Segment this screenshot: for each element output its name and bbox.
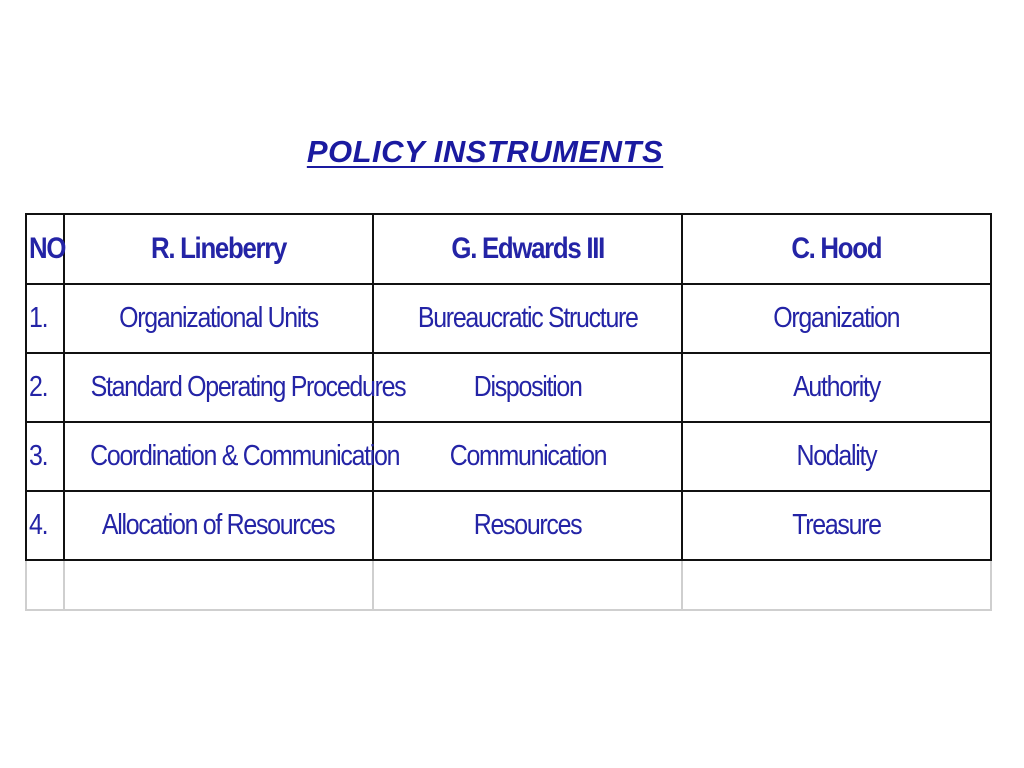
header-hood: C. Hood: [682, 214, 991, 284]
page-title: POLICY INSTRUMENTS: [306, 134, 664, 169]
cell-edwards: Disposition: [373, 353, 682, 422]
table-row: [26, 353, 991, 422]
table-row: [26, 491, 991, 560]
empty-cell: [26, 560, 64, 610]
cell-hood: Authority: [682, 353, 991, 422]
header-lineberry: R. Lineberry: [64, 214, 373, 284]
table-header-row: [26, 214, 991, 284]
cell-no: 2.: [26, 353, 64, 422]
empty-row: [26, 560, 991, 610]
cell-lineberry: Organizational Units: [64, 284, 373, 353]
cell-edwards: Bureaucratic Structure: [373, 284, 682, 353]
cell-lineberry: Standard Operating Procedures: [64, 353, 373, 422]
cell-hood: Organization: [682, 284, 991, 353]
empty-cell: [682, 560, 991, 610]
header-edwards: G. Edwards III: [373, 214, 682, 284]
table-row: [26, 284, 991, 353]
cell-lineberry: Allocation of Resources: [64, 491, 373, 560]
cell-no: 3.: [26, 422, 64, 491]
cell-hood: Nodality: [682, 422, 991, 491]
cell-lineberry: Coordination & Communication: [64, 422, 373, 491]
cell-edwards: Communication: [373, 422, 682, 491]
empty-cell: [373, 560, 682, 610]
cell-no: 4.: [26, 491, 64, 560]
cell-edwards: Resources: [373, 491, 682, 560]
cell-no: 1.: [26, 284, 64, 353]
table-row: [26, 422, 991, 491]
cell-hood: Treasure: [682, 491, 991, 560]
header-no: NO: [26, 214, 64, 284]
empty-cell: [64, 560, 373, 610]
policy-instruments-table: [25, 213, 992, 611]
